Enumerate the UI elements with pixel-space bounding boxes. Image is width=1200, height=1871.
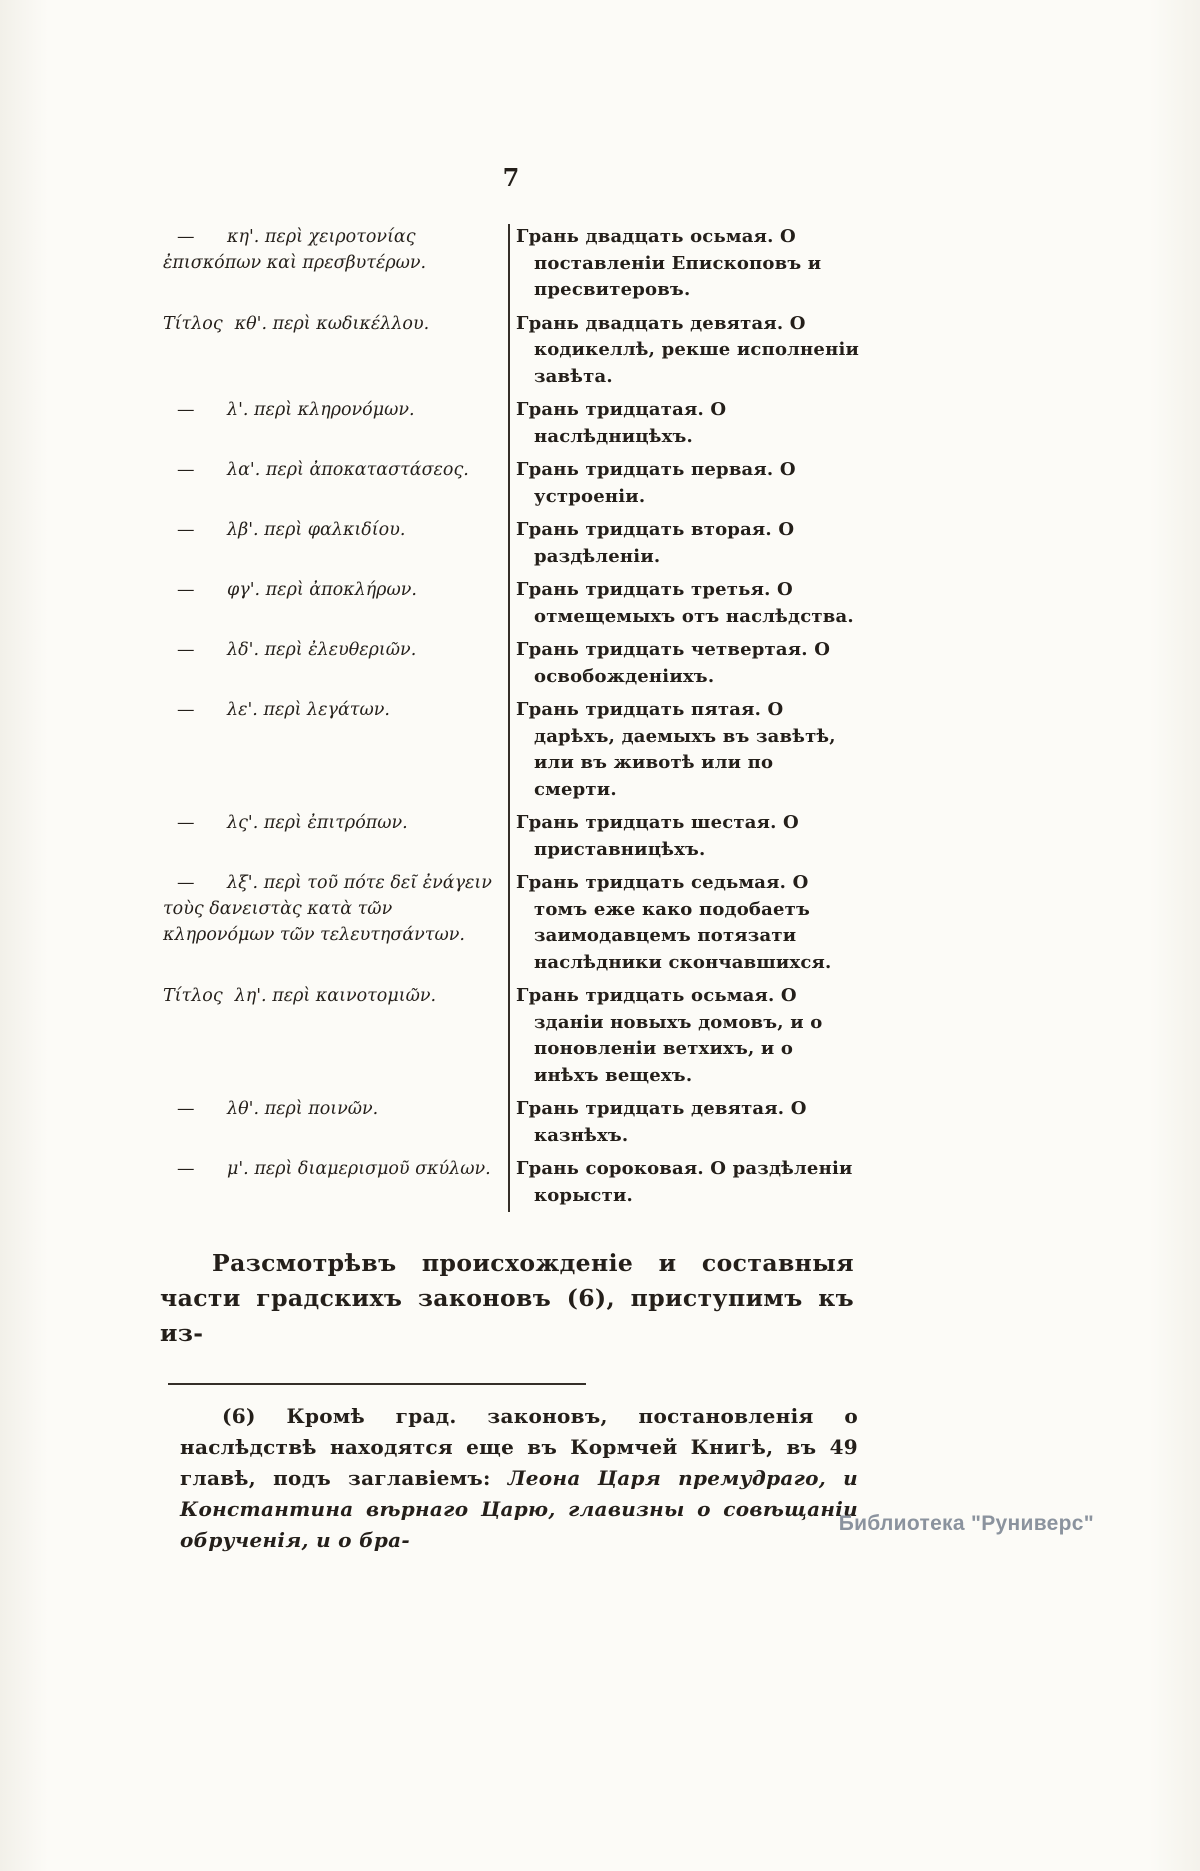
row-prefix: — xyxy=(177,580,195,600)
table-row xyxy=(163,1094,860,1154)
greek-title: περὶ τοῦ πότε δεῖ ἐνάγειν τοὺς δανειστὰς κατὰ τῶν κληρονόμων τῶν τελευτησάντων. xyxy=(163,873,492,945)
russian-title: Грань тридцать девятая. О казнѣхъ. xyxy=(516,1098,807,1146)
greek-line xyxy=(163,457,498,483)
greek-line xyxy=(163,637,498,663)
russian-title: Грань тридцать седьмая. О томъ еже како подобаетъ заимодавцемъ потязати наслѣдники скончавшихся. xyxy=(516,872,832,973)
russian-title: Грань двадцать осьмая. О поставленіи Епископовъ и пресвитеровъ. xyxy=(516,226,822,300)
greek-number: μ'. xyxy=(227,1159,249,1179)
row-prefix: — xyxy=(177,813,195,833)
greek-line xyxy=(163,1156,498,1182)
greek-cell xyxy=(163,224,508,276)
greek-number: λδ'. xyxy=(227,640,260,660)
russian-title: Грань сороковая. О раздѣленіи корысти. xyxy=(516,1158,853,1206)
greek-number: λθ'. xyxy=(227,1099,260,1119)
greek-number: λ'. xyxy=(227,400,249,420)
russian-cell xyxy=(508,224,860,304)
russian-cell xyxy=(508,1156,860,1209)
greek-number: κη'. xyxy=(227,227,260,247)
russian-cell xyxy=(508,311,860,391)
library-watermark: Библиотека "Руниверс" xyxy=(838,1512,1094,1535)
table-row xyxy=(163,575,860,635)
row-prefix: — xyxy=(177,1099,195,1119)
greek-number: λς'. xyxy=(227,813,259,833)
greek-title: περὶ χειροτονίας ἐπισκόπων καὶ πρεσβυτέρων. xyxy=(163,227,427,273)
greek-line xyxy=(163,397,498,423)
russian-title: Грань тридцать третья. О отмещемыхъ отъ наслѣдства. xyxy=(516,579,854,627)
greek-number: κθ'. xyxy=(234,313,268,334)
greek-cell xyxy=(163,697,508,723)
row-prefix: Τίτλος xyxy=(163,986,223,1006)
greek-title: περὶ λεγάτων. xyxy=(263,700,390,720)
table-row xyxy=(163,695,860,808)
table-row xyxy=(163,635,860,695)
greek-number: λε'. xyxy=(227,700,258,720)
greek-number: λβ'. xyxy=(227,520,259,540)
footnote-italic-text: Леона Царя премудраго, и Константина вѣрнаго Царю, главизны о совѣщаніи обрученія, и о бра- xyxy=(180,1466,858,1552)
footnote-text: (6) Кромѣ град. законовъ, постановленія о наслѣдствѣ находятся еще въ Кормчей Книгѣ, въ 49 главѣ, подъ заглавіемъ: xyxy=(180,1404,858,1490)
row-prefix: — xyxy=(177,873,195,893)
greek-cell xyxy=(163,637,508,663)
greek-cell xyxy=(163,983,508,1009)
greek-title: περὶ ἀποκαταστάσεος. xyxy=(265,460,469,480)
greek-line xyxy=(163,697,498,723)
russian-cell xyxy=(508,397,860,450)
greek-number: λξ'. xyxy=(227,873,259,893)
page-number: 7 xyxy=(502,163,521,192)
row-prefix: — xyxy=(177,227,195,247)
russian-cell xyxy=(508,1096,860,1149)
row-prefix: — xyxy=(177,460,195,480)
column-divider xyxy=(508,224,510,1212)
greek-title: περὶ φαλκιδίου. xyxy=(264,520,406,540)
russian-cell xyxy=(508,577,860,630)
row-prefix: — xyxy=(177,400,195,420)
greek-number: λη'. xyxy=(234,986,267,1006)
greek-line xyxy=(163,1096,498,1122)
greek-title: περὶ ἐπιτρόπων. xyxy=(263,813,408,833)
greek-cell xyxy=(163,1156,508,1182)
greek-cell xyxy=(163,810,508,836)
russian-title: Грань тридцать четвертая. О освобожденіихъ. xyxy=(516,639,831,687)
row-prefix: — xyxy=(177,700,195,720)
greek-line xyxy=(163,577,498,603)
greek-number: λα'. xyxy=(227,460,261,480)
russian-title: Грань тридцать первая. О устроеніи. xyxy=(516,459,796,507)
table-row xyxy=(163,309,860,396)
greek-line xyxy=(163,810,498,836)
body-paragraph: Разсмотрѣвъ происхожденіе и составныя части градскихъ законовъ (6), приступимъ къ из- xyxy=(160,1249,854,1347)
russian-cell xyxy=(508,517,860,570)
greek-line xyxy=(163,224,498,276)
table-row xyxy=(163,515,860,575)
greek-cell xyxy=(163,517,508,543)
greek-cell xyxy=(163,457,508,483)
greek-title: περὶ κληρονόμων. xyxy=(254,400,415,420)
russian-title: Грань тридцать шестая. О приставницѣхъ. xyxy=(516,812,799,860)
greek-title: περὶ ἐλευθεριῶν. xyxy=(264,640,417,660)
table-row xyxy=(163,395,860,455)
russian-cell xyxy=(508,870,860,976)
table-row xyxy=(163,1154,860,1214)
greek-cell xyxy=(163,397,508,423)
russian-title: Грань двадцать девятая. О кодикеллѣ, рекше исполненіи завѣта. xyxy=(516,312,860,387)
greek-cell xyxy=(163,1096,508,1122)
russian-title: Грань тридцатая. О наслѣдницѣхъ. xyxy=(516,399,727,447)
russian-cell xyxy=(508,810,860,863)
footnote-rule xyxy=(168,1383,586,1385)
russian-title: Грань тридцать пятая. О дарѣхъ, даемыхъ въ завѣтѣ, или въ животѣ или по смерти. xyxy=(516,699,836,800)
russian-cell xyxy=(508,457,860,510)
greek-cell xyxy=(163,870,508,948)
greek-line xyxy=(163,870,498,948)
table-row xyxy=(163,981,860,1094)
russian-cell xyxy=(508,697,860,803)
greek-title: περὶ καινοτομιῶν. xyxy=(272,986,437,1006)
greek-cell xyxy=(163,577,508,603)
greek-title: περὶ ἀποκλήρων. xyxy=(265,580,417,600)
footnote xyxy=(180,1401,858,1556)
table-row xyxy=(163,808,860,868)
table-row xyxy=(163,222,860,309)
row-prefix: Τίτλος xyxy=(163,313,223,334)
greek-line xyxy=(163,311,498,337)
russian-title: Грань тридцать осьмая. О зданіи новыхъ домовъ, и о поновленіи ветхихъ, и о инѣхъ вещехъ. xyxy=(516,985,823,1086)
russian-cell xyxy=(508,983,860,1089)
row-prefix: — xyxy=(177,640,195,660)
contents-table xyxy=(163,222,860,1214)
russian-cell xyxy=(508,637,860,690)
row-prefix: — xyxy=(177,520,195,540)
greek-number: φγ'. xyxy=(227,580,261,600)
greek-cell xyxy=(163,311,508,337)
greek-title: περὶ κωδικέλλου. xyxy=(272,313,430,334)
greek-line xyxy=(163,517,498,543)
greek-title: περὶ ποινῶν. xyxy=(264,1099,379,1119)
table-row xyxy=(163,455,860,515)
greek-line xyxy=(163,983,498,1009)
russian-title: Грань тридцать вторая. О раздѣленіи. xyxy=(516,519,795,567)
row-prefix: — xyxy=(177,1159,195,1179)
table-row xyxy=(163,868,860,981)
greek-title: περὶ διαμερισμοῦ σκύλων. xyxy=(254,1159,491,1179)
